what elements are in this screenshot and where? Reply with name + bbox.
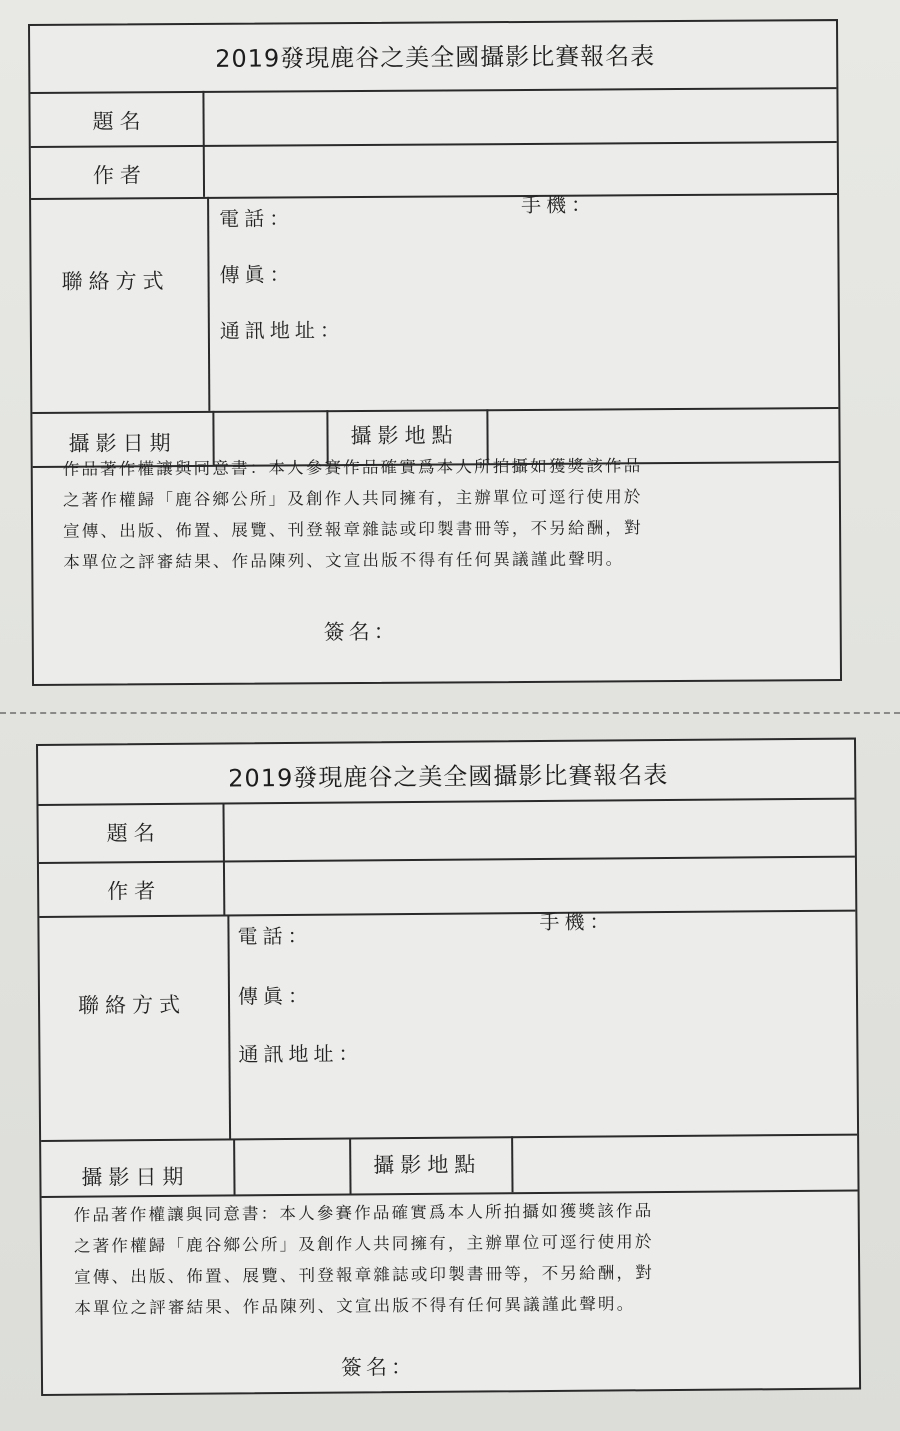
author-field-label: 作者	[107, 879, 162, 904]
divider	[511, 1136, 513, 1192]
author-field-label: 作者	[92, 163, 147, 188]
title-field-input[interactable]	[222, 798, 854, 861]
registration-form-bottom	[36, 738, 861, 1396]
consent-line: 作品著作權讓與同意書：本人參賽作品確實爲本人所拍攝如獲獎該作品	[73, 1201, 654, 1225]
form-title: 2019發現鹿谷之美全國攝影比賽報名表	[228, 761, 669, 793]
mobile-label: 手機：	[539, 909, 615, 935]
registration-form-top	[28, 19, 842, 686]
form-title: 2019發現鹿谷之美全國攝影比賽報名表	[215, 42, 656, 73]
photo-location-label: 攝影地點	[350, 423, 459, 449]
signature-label: 簽名：	[340, 1355, 416, 1380]
consent-line: 宣傳、出版、佈置、展覽、刊登報章雜誌或印製書冊等，不另給酬，對	[63, 518, 643, 541]
fax-input[interactable]	[320, 974, 840, 1018]
fax-input[interactable]	[301, 253, 821, 296]
title-field-label: 題名	[92, 109, 147, 134]
fax-label: 傳眞：	[219, 262, 295, 287]
address-input[interactable]	[362, 309, 822, 352]
phone-input[interactable]	[319, 916, 519, 958]
address-label: 通訊地址：	[219, 318, 345, 343]
contact-field-label: 聯絡方式	[61, 269, 170, 294]
mobile-input[interactable]	[619, 904, 839, 946]
signature-label: 簽名：	[323, 619, 399, 645]
signature-input[interactable]	[404, 607, 804, 649]
photo-date-input[interactable]	[233, 1138, 349, 1195]
address-input[interactable]	[380, 1032, 840, 1076]
phone-input[interactable]	[301, 199, 501, 240]
phone-label: 電話：	[237, 923, 313, 949]
mobile-label: 手機：	[521, 192, 597, 217]
mobile-input[interactable]	[601, 187, 821, 228]
consent-line: 本單位之評審結果、作品陳列、文宣出版不得有任何異議謹此聲明。	[63, 549, 625, 572]
phone-label: 電話：	[219, 206, 295, 231]
title-field-label: 題名	[106, 821, 161, 846]
signature-input[interactable]	[423, 1342, 823, 1385]
photo-date-label: 攝影日期	[81, 1164, 190, 1190]
divider	[349, 1138, 351, 1194]
consent-line: 作品著作權讓與同意書：本人參賽作品確實爲本人所拍攝如獲獎該作品	[62, 456, 643, 479]
address-label: 通訊地址：	[238, 1041, 364, 1067]
consent-line: 之著作權歸「鹿谷鄉公所」及創作人共同擁有，主辦單位可逕行使用於	[73, 1232, 654, 1256]
copyright-consent-statement	[74, 1194, 845, 1324]
cut-line	[0, 712, 900, 714]
copyright-consent-statement	[63, 449, 824, 578]
contact-field-label: 聯絡方式	[77, 992, 187, 1018]
divider	[227, 914, 231, 1138]
fax-label: 傳眞：	[237, 983, 314, 1009]
divider	[233, 1138, 235, 1194]
photo-location-label: 攝影地點	[373, 1152, 482, 1178]
consent-line: 本單位之評審結果、作品陳列、文宣出版不得有任何異議謹此聲明。	[74, 1294, 636, 1318]
consent-line: 宣傳、出版、佈置、展覽、刊登報章雜誌或印製書冊等，不另給酬，對	[74, 1263, 654, 1287]
divider	[207, 197, 210, 411]
title-field-input[interactable]	[202, 87, 836, 145]
consent-line: 之著作權歸「鹿谷鄉公所」及創作人共同擁有，主辦單位可逕行使用於	[62, 487, 643, 510]
photo-date-label: 攝影日期	[68, 431, 177, 456]
photo-location-input[interactable]	[513, 1134, 857, 1193]
